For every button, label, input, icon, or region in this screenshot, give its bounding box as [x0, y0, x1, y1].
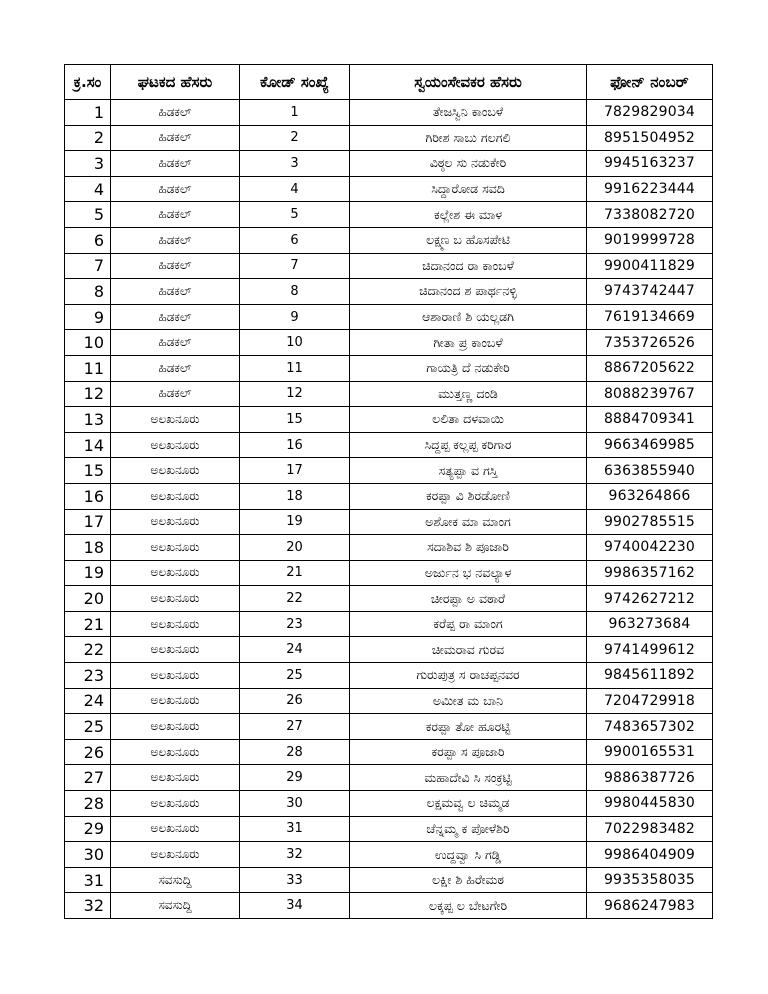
unit-name-cell: ಅಲಖನೂರು	[111, 509, 240, 535]
unit-name-cell: ಅಲಖನೂರು	[111, 535, 240, 561]
code-number-cell: 29	[240, 765, 350, 791]
table-row	[65, 100, 713, 126]
code-number-cell: 26	[240, 688, 350, 714]
phone-number-cell: 7829829034	[587, 100, 713, 126]
serial-number-cell: 19	[65, 560, 111, 586]
volunteer-name-cell: ಗಾಯತ್ರಿ ದೆ ನಡುಕೇರಿ	[350, 355, 587, 381]
volunteer-name-cell: ಅಶೋಕ ಮಾ ಮಾಂಗ	[350, 509, 587, 535]
volunteer-name-cell: ಅರ್ಜುನ ಭ ನವಲ್ಯಾಳ	[350, 560, 587, 586]
phone-number-cell: 9886387726	[587, 765, 713, 791]
table-row	[65, 739, 713, 765]
code-number-cell: 32	[240, 842, 350, 868]
serial-number-cell: 17	[65, 509, 111, 535]
code-number-cell: 12	[240, 381, 350, 407]
phone-number-cell: 9663469985	[587, 432, 713, 458]
table-row	[65, 176, 713, 202]
serial-number-cell: 27	[65, 765, 111, 791]
phone-number-cell: 7619134669	[587, 304, 713, 330]
table-row	[65, 304, 713, 330]
volunteer-name-cell: ಲಲಿತಾ ದಳವಾಯಿ	[350, 407, 587, 433]
volunteer-name-cell: ಕರಪ್ಪಾ ಸ ಪೂಜಾರಿ	[350, 739, 587, 765]
volunteer-name-cell: ಉದ್ದವ್ವಾ ಸಿ ಗಡ್ಡಿ	[350, 842, 587, 868]
phone-number-cell: 7353726526	[587, 330, 713, 356]
unit-name-cell: ಅಲಖನೂರು	[111, 765, 240, 791]
volunteer-name-cell: ಗೀತಾ ಪ್ರ ಕಾಂಬಳೆ	[350, 330, 587, 356]
phone-number-cell: 9916223444	[587, 176, 713, 202]
phone-number-cell: 9845611892	[587, 663, 713, 689]
table-row	[65, 688, 713, 714]
phone-number-cell: 9902785515	[587, 509, 713, 535]
phone-number-cell: 7204729918	[587, 688, 713, 714]
serial-number-cell: 10	[65, 330, 111, 356]
serial-number-cell: 15	[65, 458, 111, 484]
phone-number-cell: 963273684	[587, 611, 713, 637]
code-number-cell: 7	[240, 253, 350, 279]
table-row	[65, 637, 713, 663]
unit-name-cell: ಹಿಡಕಲ್	[111, 227, 240, 253]
volunteer-name-cell: ಕರಪ್ಪಾ ತೋ ಹೂರಟ್ಟಿ	[350, 714, 587, 740]
unit-name-cell: ಅಲಖನೂರು	[111, 611, 240, 637]
table-row	[65, 253, 713, 279]
code-number-cell: 8	[240, 279, 350, 305]
table-row	[65, 151, 713, 177]
volunteer-name-cell: ತೇಜಸ್ವಿನಿ ಕಾಂಬಳೆ	[350, 100, 587, 126]
table-row	[65, 509, 713, 535]
unit-name-cell: ಹಿಡಕಲ್	[111, 151, 240, 177]
volunteer-name-cell: ಸಿದ್ದಪ್ಪ ಕಲ್ಲಪ್ಪ ಕರಿಗಾರ	[350, 432, 587, 458]
code-number-cell: 3	[240, 151, 350, 177]
serial-number-cell: 2	[65, 125, 111, 151]
volunteer-name-cell: ಸಿದ್ದಾರೋಡ ಸವದಿ	[350, 176, 587, 202]
header-unit-name: ಘಟಕದ ಹೆಸರು	[111, 65, 240, 100]
volunteer-name-cell: ಚೀರಪ್ಪಾ ಅ ವಠಾರೆ	[350, 586, 587, 612]
serial-number-cell: 14	[65, 432, 111, 458]
volunteer-name-cell: ಲಕ್ಷ್ಮಣ ಬ ಹೊಸಪೇಟಿ	[350, 227, 587, 253]
table-row	[65, 611, 713, 637]
unit-name-cell: ಅಲಖನೂರು	[111, 560, 240, 586]
header-phone-number: ಫೋನ್ ನಂಬರ್	[587, 65, 713, 100]
table-row	[65, 227, 713, 253]
unit-name-cell: ಅಲಖನೂರು	[111, 432, 240, 458]
table-row	[65, 714, 713, 740]
volunteer-name-cell: ಕಲ್ಲೇಶ ಈ ಮಾಳ	[350, 202, 587, 228]
serial-number-cell: 11	[65, 355, 111, 381]
phone-number-cell: 9741499612	[587, 637, 713, 663]
code-number-cell: 21	[240, 560, 350, 586]
code-number-cell: 19	[240, 509, 350, 535]
unit-name-cell: ಅಲಖನೂರು	[111, 458, 240, 484]
serial-number-cell: 32	[65, 893, 111, 919]
table-row	[65, 279, 713, 305]
table-row	[65, 407, 713, 433]
phone-number-cell: 8884709341	[587, 407, 713, 433]
phone-number-cell: 7338082720	[587, 202, 713, 228]
unit-name-cell: ಹಿಡಕಲ್	[111, 330, 240, 356]
phone-number-cell: 9986357162	[587, 560, 713, 586]
code-number-cell: 6	[240, 227, 350, 253]
phone-number-cell: 8867205622	[587, 355, 713, 381]
table-row	[65, 330, 713, 356]
table-row	[65, 560, 713, 586]
table-row	[65, 842, 713, 868]
unit-name-cell: ಅಲಖನೂರು	[111, 483, 240, 509]
phone-number-cell: 9935358035	[587, 867, 713, 893]
phone-number-cell: 9686247983	[587, 893, 713, 919]
volunteer-name-cell: ಅಮೀತ ಮ ಬಾನಿ	[350, 688, 587, 714]
serial-number-cell: 13	[65, 407, 111, 433]
volunteer-name-cell: ಲಕ್ಷೀ ಶಿ ಹಿರೇಮಠ	[350, 867, 587, 893]
unit-name-cell: ಹಿಡಕಲ್	[111, 202, 240, 228]
table-body	[65, 100, 713, 919]
code-number-cell: 5	[240, 202, 350, 228]
phone-number-cell: 9900411829	[587, 253, 713, 279]
code-number-cell: 4	[240, 176, 350, 202]
phone-number-cell: 9740042230	[587, 535, 713, 561]
table-row	[65, 202, 713, 228]
code-number-cell: 9	[240, 304, 350, 330]
volunteer-name-cell: ಚೀಮರಾವ ಗುರವ	[350, 637, 587, 663]
serial-number-cell: 9	[65, 304, 111, 330]
serial-number-cell: 31	[65, 867, 111, 893]
code-number-cell: 2	[240, 125, 350, 151]
serial-number-cell: 22	[65, 637, 111, 663]
phone-number-cell: 963264866	[587, 483, 713, 509]
volunteer-name-cell: ವಿಠ್ಠಲ ಸು ನಡುಕೇರಿ	[350, 151, 587, 177]
serial-number-cell: 12	[65, 381, 111, 407]
table-row	[65, 816, 713, 842]
phone-number-cell: 9980445830	[587, 791, 713, 817]
header-serial-number: ಕ್ರ.ಸಂ	[65, 65, 111, 100]
phone-number-cell: 7022983482	[587, 816, 713, 842]
unit-name-cell: ಅಲಖನೂರು	[111, 688, 240, 714]
phone-number-cell: 9986404909	[587, 842, 713, 868]
serial-number-cell: 7	[65, 253, 111, 279]
serial-number-cell: 30	[65, 842, 111, 868]
code-number-cell: 23	[240, 611, 350, 637]
header-row	[65, 65, 713, 100]
volunteer-name-cell: ಚೆನ್ನಮ್ಮ ಕ ಪೋಳೆಶಿರಿ	[350, 816, 587, 842]
code-number-cell: 27	[240, 714, 350, 740]
volunteer-name-cell: ಕರೆಪ್ಪ ರಾ ಮಾಂಗ	[350, 611, 587, 637]
code-number-cell: 24	[240, 637, 350, 663]
table-row	[65, 663, 713, 689]
serial-number-cell: 24	[65, 688, 111, 714]
volunteer-name-cell: ಆಶಾರಾಣಿ ಶಿ ಯಲ್ಲಡಗಿ	[350, 304, 587, 330]
serial-number-cell: 16	[65, 483, 111, 509]
unit-name-cell: ಅಲಖನೂರು	[111, 586, 240, 612]
unit-name-cell: ಹಿಡಕಲ್	[111, 355, 240, 381]
volunteer-name-cell: ಮಹಾದೇವಿ ಸಿ ಸಂಕ್ರಟ್ಟಿ	[350, 765, 587, 791]
serial-number-cell: 29	[65, 816, 111, 842]
volunteer-name-cell: ಲಕ್ಕಪ್ಪ ಲ ಬೇಟಗೇರಿ	[350, 893, 587, 919]
serial-number-cell: 25	[65, 714, 111, 740]
serial-number-cell: 1	[65, 100, 111, 126]
serial-number-cell: 8	[65, 279, 111, 305]
header-code-number: ಕೋಡ್ ಸಂಖ್ಯೆ	[240, 65, 350, 100]
table-row	[65, 586, 713, 612]
phone-number-cell: 9743742447	[587, 279, 713, 305]
volunteer-name-cell: ಚಿದಾನಂದ ರಾ ಕಾಂಬಳೆ	[350, 253, 587, 279]
serial-number-cell: 20	[65, 586, 111, 612]
volunteer-name-cell: ಸದಾಶಿವ ಶಿ ಪೂಜಾರಿ	[350, 535, 587, 561]
unit-name-cell: ಅಲಖನೂರು	[111, 791, 240, 817]
header-volunteer-name: ಸ್ವಯಂಸೇವಕರ ಹೆಸರು	[350, 65, 587, 100]
unit-name-cell: ಅಲಖನೂರು	[111, 739, 240, 765]
serial-number-cell: 26	[65, 739, 111, 765]
volunteer-name-cell: ಕರಪ್ಪಾ ವಿ ಶಿರಡೋಣಿ	[350, 483, 587, 509]
unit-name-cell: ಅಲಖನೂರು	[111, 663, 240, 689]
phone-number-cell: 9945163237	[587, 151, 713, 177]
volunteer-name-cell: ಗಿರೀಶ ಸಾಬು ಗಲಗಲಿ	[350, 125, 587, 151]
phone-number-cell: 9742627212	[587, 586, 713, 612]
table-row	[65, 791, 713, 817]
table-row	[65, 432, 713, 458]
code-number-cell: 1	[240, 100, 350, 126]
unit-name-cell: ಸವಸುದ್ದಿ	[111, 893, 240, 919]
serial-number-cell: 3	[65, 151, 111, 177]
volunteer-name-cell: ಮುತ್ತಣ್ಣ ದಂಡಿ	[350, 381, 587, 407]
unit-name-cell: ಅಲಖನೂರು	[111, 842, 240, 868]
phone-number-cell: 8088239767	[587, 381, 713, 407]
code-number-cell: 34	[240, 893, 350, 919]
unit-name-cell: ಅಲಖನೂರು	[111, 637, 240, 663]
table-row	[65, 381, 713, 407]
code-number-cell: 31	[240, 816, 350, 842]
code-number-cell: 22	[240, 586, 350, 612]
table-row	[65, 893, 713, 919]
serial-number-cell: 18	[65, 535, 111, 561]
table-row	[65, 867, 713, 893]
unit-name-cell: ಹಿಡಕಲ್	[111, 381, 240, 407]
phone-number-cell: 9900165531	[587, 739, 713, 765]
serial-number-cell: 6	[65, 227, 111, 253]
volunteer-name-cell: ಲಕ್ಷಮವ್ವ ಲ ಚಿಮ್ಮಡ	[350, 791, 587, 817]
phone-number-cell: 9019999728	[587, 227, 713, 253]
table-row	[65, 535, 713, 561]
unit-name-cell: ಸವಸುದ್ದಿ	[111, 867, 240, 893]
code-number-cell: 28	[240, 739, 350, 765]
table-row	[65, 458, 713, 484]
phone-number-cell: 8951504952	[587, 125, 713, 151]
code-number-cell: 15	[240, 407, 350, 433]
unit-name-cell: ಹಿಡಕಲ್	[111, 279, 240, 305]
code-number-cell: 30	[240, 791, 350, 817]
phone-number-cell: 7483657302	[587, 714, 713, 740]
code-number-cell: 11	[240, 355, 350, 381]
unit-name-cell: ಹಿಡಕಲ್	[111, 304, 240, 330]
code-number-cell: 10	[240, 330, 350, 356]
phone-number-cell: 6363855940	[587, 458, 713, 484]
table-row	[65, 765, 713, 791]
code-number-cell: 25	[240, 663, 350, 689]
table-row	[65, 483, 713, 509]
code-number-cell: 16	[240, 432, 350, 458]
volunteer-table	[64, 64, 713, 919]
unit-name-cell: ಹಿಡಕಲ್	[111, 176, 240, 202]
code-number-cell: 17	[240, 458, 350, 484]
code-number-cell: 33	[240, 867, 350, 893]
volunteer-name-cell: ಸತ್ಯಪ್ಪಾ ವ ಗಸ್ತಿ	[350, 458, 587, 484]
volunteer-name-cell: ಗುರುಪುತ್ರ ಸ ರಾಚಪ್ಪನವರ	[350, 663, 587, 689]
table-row	[65, 355, 713, 381]
unit-name-cell: ಅಲಖನೂರು	[111, 407, 240, 433]
unit-name-cell: ಅಲಖನೂರು	[111, 714, 240, 740]
unit-name-cell: ಹಿಡಕಲ್	[111, 125, 240, 151]
unit-name-cell: ಹಿಡಕಲ್	[111, 253, 240, 279]
table-row	[65, 125, 713, 151]
code-number-cell: 20	[240, 535, 350, 561]
code-number-cell: 18	[240, 483, 350, 509]
serial-number-cell: 21	[65, 611, 111, 637]
volunteer-name-cell: ಚಿದಾನಂದ ಶ ಪಾರ್ಥನಳ್ಳಿ	[350, 279, 587, 305]
serial-number-cell: 5	[65, 202, 111, 228]
unit-name-cell: ಅಲಖನೂರು	[111, 816, 240, 842]
serial-number-cell: 4	[65, 176, 111, 202]
serial-number-cell: 28	[65, 791, 111, 817]
serial-number-cell: 23	[65, 663, 111, 689]
unit-name-cell: ಹಿಡಕಲ್	[111, 100, 240, 126]
